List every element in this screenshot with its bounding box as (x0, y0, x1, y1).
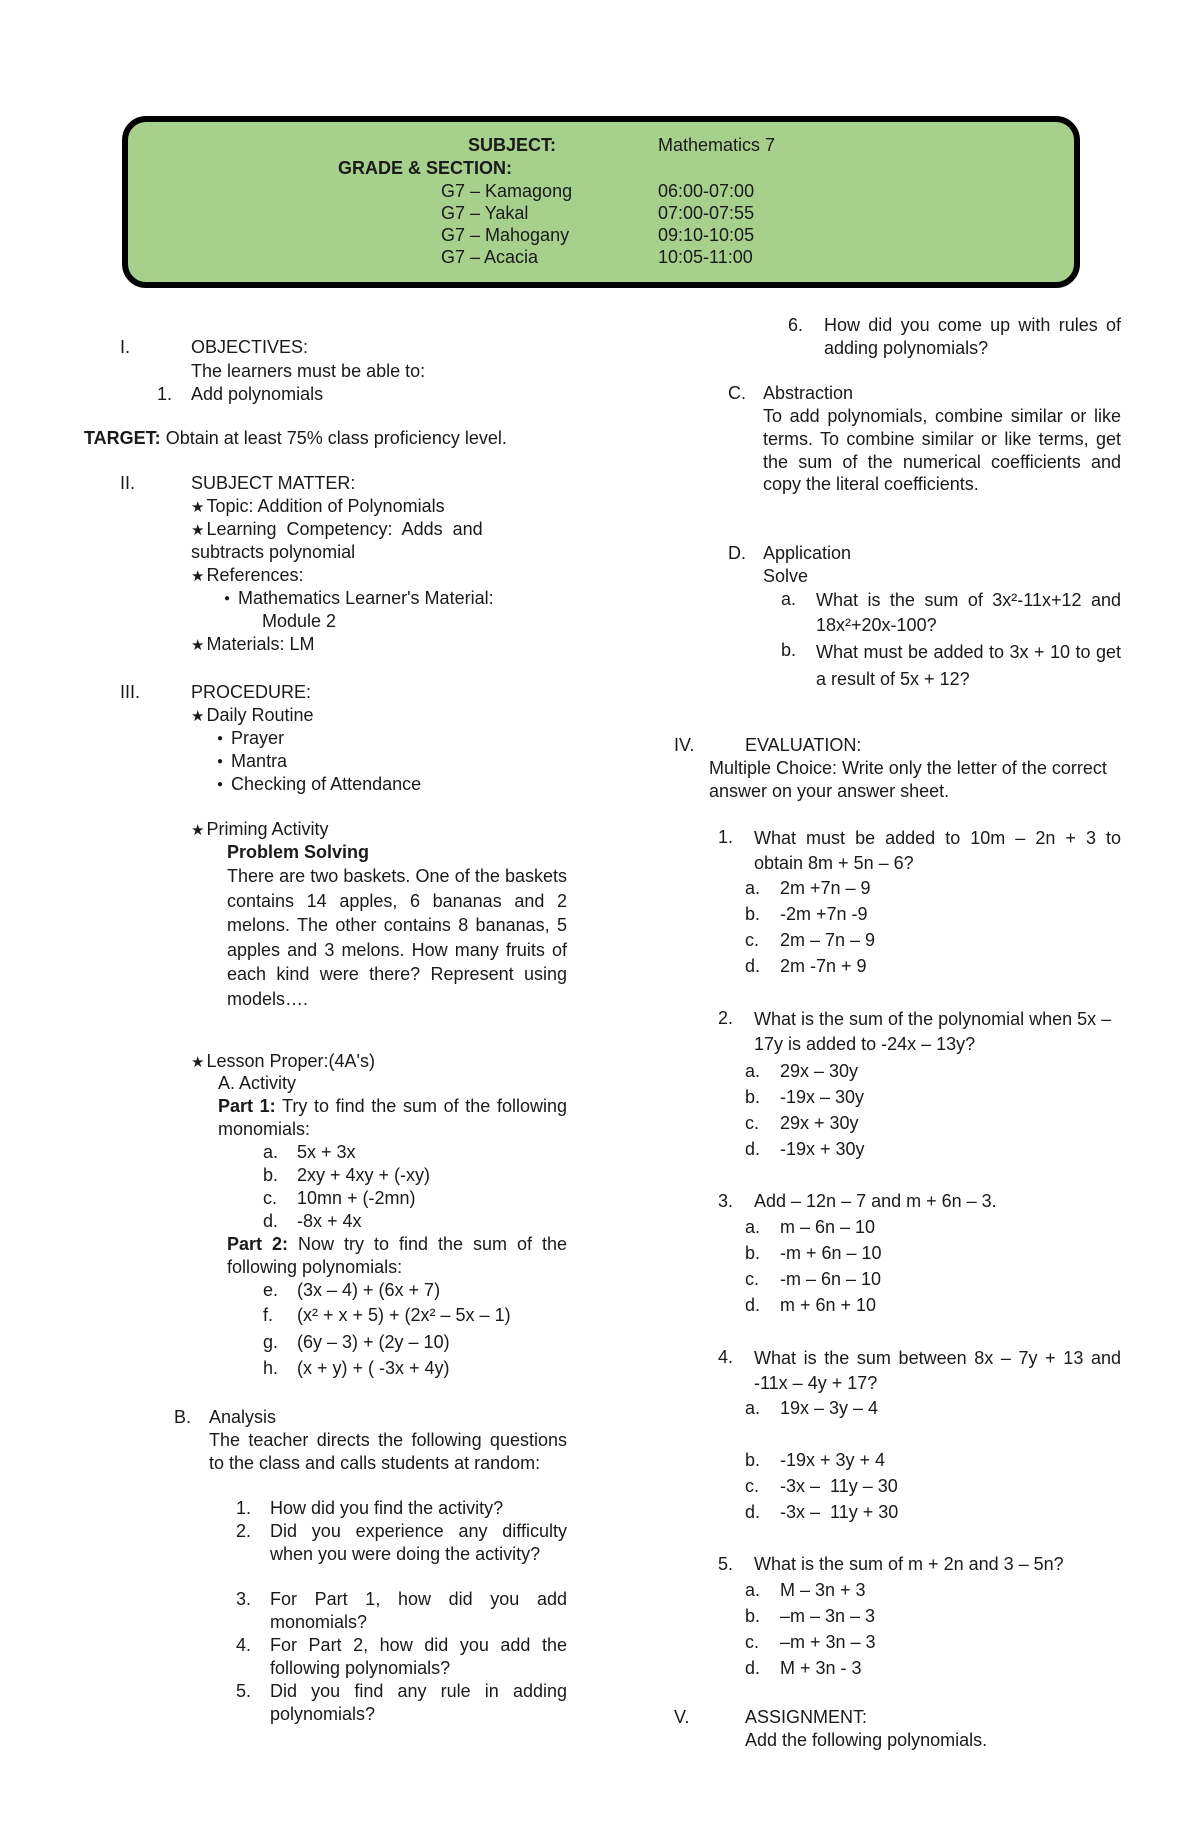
part2-item: (x² + x + 5) + (2x² – 5x – 1) (297, 1305, 511, 1325)
application-item: What must be added to 3x + 10 to get a result of 5x + 12? (816, 642, 1121, 689)
references-line: ★ References: (191, 564, 304, 587)
part1-item: 2xy + 4xy + (-xy) (297, 1165, 431, 1185)
part1-item-letter: d. (263, 1211, 279, 1231)
analysis-question-num: 3. (236, 1589, 252, 1609)
choice-text: m + 6n + 10 (780, 1295, 877, 1315)
part2-item: (x + y) + ( -3x + 4y) (297, 1358, 450, 1378)
grade-section-label: GRADE & SECTION: (338, 158, 513, 178)
part2-item-letter: f. (263, 1305, 274, 1325)
analysis-question: How did you come up with rules of adding polynomials? (824, 315, 1121, 358)
choice-text: m – 6n – 10 (780, 1217, 876, 1237)
objectives-title: OBJECTIVES: (191, 337, 309, 357)
choice-text: 29x – 30y (780, 1061, 859, 1081)
activity-heading: A. Activity (218, 1073, 297, 1093)
section-time: 07:00-07:55 (658, 203, 755, 223)
header-box (122, 116, 1080, 288)
application-solve: Solve (763, 566, 809, 586)
part1-item: 10mn + (-2mn) (297, 1188, 416, 1208)
choice-letter: c. (745, 930, 760, 950)
section-name: G7 – Yakal (441, 203, 529, 223)
part2-instructions: Now try to find the sum of the following polynomials: (227, 1234, 567, 1277)
analysis-question: For Part 1, how did you add monomials? (270, 1589, 567, 1632)
choice-text: –m + 3n – 3 (780, 1632, 876, 1652)
daily-item: ● Mantra (217, 750, 287, 773)
part1-label: Part 1: (218, 1096, 276, 1116)
section-time: 10:05-11:00 (658, 247, 753, 267)
question-text: Add – 12n – 7 and m + 6n – 3. (754, 1191, 997, 1211)
choice-letter: d. (745, 956, 761, 976)
abstraction-letter: C. (728, 383, 746, 403)
daily-item: ● Prayer (217, 727, 284, 750)
part2-item-letter: g. (263, 1332, 279, 1352)
question-num: 5. (718, 1554, 734, 1574)
section-name: G7 – Kamagong (441, 181, 573, 201)
choice-text: -19x + 30y (780, 1139, 865, 1159)
choice-text: 19x – 3y – 4 (780, 1398, 879, 1418)
objective-item: Add polynomials (191, 384, 324, 404)
choice-letter: a. (745, 1217, 761, 1237)
choice-letter: b. (745, 904, 761, 924)
part1-item: -8x + 4x (297, 1211, 362, 1231)
choice-text: 2m -7n + 9 (780, 956, 867, 976)
competency-line-2: subtracts polynomial (191, 542, 356, 562)
question-num: 3. (718, 1191, 734, 1211)
choice-letter: a. (745, 878, 761, 898)
question-num: 1. (718, 827, 734, 847)
priming-activity: ★ Priming Activity (191, 818, 328, 841)
daily-item: ● Checking of Attendance (217, 773, 421, 796)
reference-item-2: Module 2 (262, 611, 337, 631)
analysis-text: The teacher directs the following questions to the class and calls students at random: (209, 1430, 567, 1473)
evaluation-instructions: Multiple Choice: Write only the letter of the correct answer on your answer sheet. (709, 758, 1107, 801)
part1-item-letter: a. (263, 1142, 279, 1162)
part2-item: (6y – 3) + (2y – 10) (297, 1332, 450, 1352)
section-time: 09:10-10:05 (658, 225, 755, 245)
question-text: What must be added to 10m – 2n + 3 to obtain 8m + 5n – 6? (754, 828, 1121, 873)
choice-letter: d. (745, 1139, 761, 1159)
target-text: Obtain at least 75% class proficiency level. (165, 428, 507, 448)
analysis-question: Did you experience any difficulty when you were doing the activity? (270, 1521, 567, 1564)
choice-text: 2m +7n – 9 (780, 878, 871, 898)
analysis-letter: B. (174, 1407, 192, 1427)
abstraction-title: Abstraction (763, 383, 854, 403)
choice-letter: b. (745, 1087, 761, 1107)
evaluation-num: IV. (674, 735, 695, 755)
analysis-question: For Part 2, how did you add the following polynomials? (270, 1635, 567, 1678)
part2-item-letter: h. (263, 1358, 279, 1378)
choice-text: -3x – 11y + 30 (780, 1502, 899, 1522)
part1-item-letter: c. (263, 1188, 278, 1208)
choice-letter: a. (745, 1061, 761, 1081)
analysis-title: Analysis (209, 1407, 277, 1427)
analysis-question: How did you find the activity? (270, 1498, 504, 1518)
analysis-question-num: 4. (236, 1635, 252, 1655)
assignment-num: V. (674, 1707, 690, 1727)
part1-item-letter: b. (263, 1165, 279, 1185)
target-label: TARGET: (84, 428, 161, 448)
objective-item-num: 1. (157, 384, 173, 404)
choice-text: M + 3n - 3 (780, 1658, 862, 1678)
part1-text (218, 1095, 567, 1140)
analysis-question-num: 1. (236, 1498, 252, 1518)
choice-text: -m – 6n – 10 (780, 1269, 882, 1289)
subject-label: SUBJECT: (468, 135, 557, 155)
subject-matter-num: II. (120, 473, 136, 493)
choice-letter: b. (745, 1243, 761, 1263)
choice-text: -19x – 30y (780, 1087, 865, 1107)
subject-value: Mathematics 7 (658, 135, 776, 155)
application-item-letter: b. (781, 640, 797, 660)
question-num: 4. (718, 1347, 734, 1367)
choice-text: 29x + 30y (780, 1113, 859, 1133)
analysis-question-num: 2. (236, 1521, 252, 1541)
choice-letter: c. (745, 1113, 760, 1133)
section-name: G7 – Mahogany (441, 225, 570, 245)
target-line (84, 427, 507, 450)
choice-letter: d. (745, 1658, 761, 1678)
part1-item: 5x + 3x (297, 1142, 356, 1162)
choice-letter: c. (745, 1269, 760, 1289)
choice-letter: a. (745, 1398, 761, 1418)
reference-item: ● Mathematics Learner's Material: (224, 587, 494, 610)
question-text: What is the sum of the polynomial when 5x – 17y is added to -24x – 13y? (754, 1009, 1112, 1054)
problem-solving-title: Problem Solving (227, 842, 370, 862)
problem-solving-text: There are two baskets. One of the baskets contains 14 apples, 6 bananas and 2 melons. The other contains 8 bananas, 5 apples and 3 melons. How many fruits of each kind were there? Represent using models…. (227, 866, 567, 1009)
objectives-intro: The learners must be able to: (191, 361, 426, 381)
choice-letter: d. (745, 1295, 761, 1315)
part2-item: (3x – 4) + (6x + 7) (297, 1280, 441, 1300)
competency-line: ★ Learning Competency: Adds and (191, 518, 567, 541)
question-text: What is the sum between 8x – 7y + 13 and -11x – 4y + 17? (754, 1348, 1121, 1393)
choice-letter: c. (745, 1476, 760, 1496)
analysis-question: Did you find any rule in adding polynomials? (270, 1681, 567, 1724)
question-num: 2. (718, 1008, 734, 1028)
choice-letter: a. (745, 1580, 761, 1600)
application-item: What is the sum of 3x²-11x+12 and 18x²+20x-100? (816, 590, 1121, 635)
application-item-letter: a. (781, 589, 797, 609)
analysis-question-num: 6. (788, 315, 804, 335)
choice-text: –m – 3n – 3 (780, 1606, 876, 1626)
choice-letter: c. (745, 1632, 760, 1652)
daily-routine: ★ Daily Routine (191, 704, 314, 727)
choice-text: -19x + 3y + 4 (780, 1450, 886, 1470)
evaluation-title: EVALUATION: (745, 735, 862, 755)
assignment-text: Add the following polynomials. (745, 1730, 988, 1750)
application-letter: D. (728, 543, 746, 563)
objectives-num: I. (120, 337, 131, 357)
part2-label: Part 2: (227, 1234, 289, 1254)
procedure-num: III. (120, 682, 141, 702)
choice-text: M – 3n + 3 (780, 1580, 866, 1600)
choice-text: -m + 6n – 10 (780, 1243, 882, 1263)
choice-letter: d. (745, 1502, 761, 1522)
section-name: G7 – Acacia (441, 247, 539, 267)
materials-line: ★ Materials: LM (191, 633, 314, 656)
abstraction-text: To add polynomials, combine similar or like terms. To combine similar or like terms, get the sum of the numerical coefficients and copy the literal coefficients. (763, 406, 1121, 495)
assignment-title: ASSIGNMENT: (745, 1707, 868, 1727)
section-time: 06:00-07:00 (658, 181, 755, 201)
choice-letter: b. (745, 1606, 761, 1626)
choice-text: -3x – 11y – 30 (780, 1476, 898, 1496)
part2-item-letter: e. (263, 1280, 279, 1300)
analysis-question-num: 5. (236, 1681, 252, 1701)
application-title: Application (763, 543, 852, 563)
subject-matter-title: SUBJECT MATTER: (191, 473, 356, 493)
choice-text: 2m – 7n – 9 (780, 930, 876, 950)
choice-text: -2m +7n -9 (780, 904, 868, 924)
choice-letter: b. (745, 1450, 761, 1470)
part2-text (227, 1233, 567, 1278)
procedure-title: PROCEDURE: (191, 682, 312, 702)
part1-instructions: Try to find the sum of the following monomials: (218, 1096, 567, 1139)
lesson-proper: ★ Lesson Proper:(4A's) (191, 1050, 375, 1073)
question-text: What is the sum of m + 2n and 3 – 5n? (754, 1554, 1064, 1574)
topic-line: ★ Topic: Addition of Polynomials (191, 495, 445, 518)
